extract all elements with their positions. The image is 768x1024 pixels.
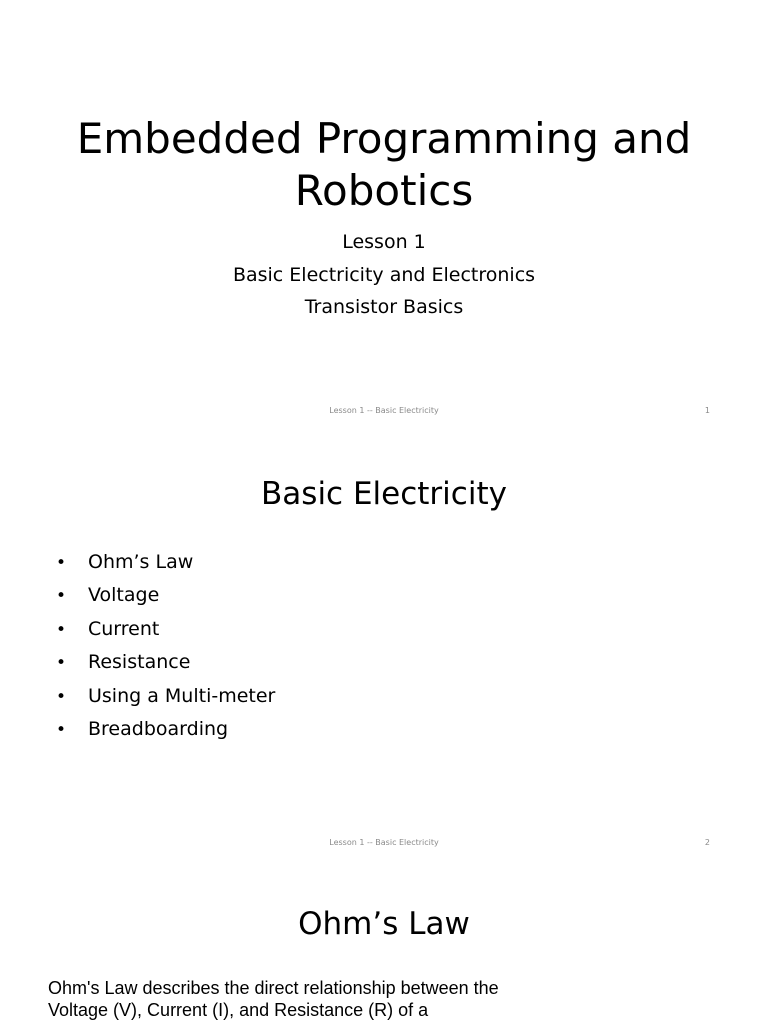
list-item: [56, 546, 275, 579]
list-item-label: Ohm’s Law: [88, 551, 194, 573]
bullet-icon: •: [56, 720, 67, 741]
bullet-icon: •: [56, 586, 67, 607]
bullet-list: [56, 546, 275, 746]
list-item: [56, 613, 275, 646]
slide-footer: Lesson 1 -- Basic Electricity: [329, 406, 439, 415]
subtitle-line-subtopic: Transistor Basics: [304, 296, 464, 318]
list-item-label: Voltage: [88, 584, 160, 607]
slide-number: 2: [704, 838, 710, 847]
body-paragraph: Ohm's Law describes the direct relationship between the Voltage (V), Current (I), and Resistance (R) of a: [48, 978, 499, 1020]
slide-1: [0, 0, 768, 432]
subtitle-line-lesson: Lesson 1: [342, 231, 426, 253]
list-item-label: Breadboarding: [88, 718, 229, 741]
slide-number: 1: [704, 406, 710, 415]
list-item-label: Resistance: [88, 651, 191, 674]
slide-footer: Lesson 1 -- Basic Electricity: [329, 838, 439, 847]
list-item: [56, 579, 275, 612]
list-item: [56, 646, 275, 679]
bullet-icon: •: [56, 553, 67, 573]
list-item: [56, 713, 275, 746]
slide-subtitle: [40, 226, 728, 324]
subtitle-line-topic: Basic Electricity and Electronics: [232, 263, 536, 286]
bullet-icon: •: [56, 653, 67, 674]
slide-3: [0, 864, 768, 1024]
slide-title: Ohm’s Law: [298, 906, 470, 942]
list-item-label: Using a Multi-meter: [88, 684, 276, 707]
bullet-icon: •: [56, 619, 67, 640]
bullet-icon: •: [56, 686, 67, 707]
slide-title: Basic Electricity: [261, 476, 507, 512]
list-item: [56, 680, 275, 713]
slide-title: Embedded Programming and Robotics: [76, 114, 692, 215]
list-item-label: Current: [88, 617, 160, 640]
slide-2: [0, 432, 768, 864]
